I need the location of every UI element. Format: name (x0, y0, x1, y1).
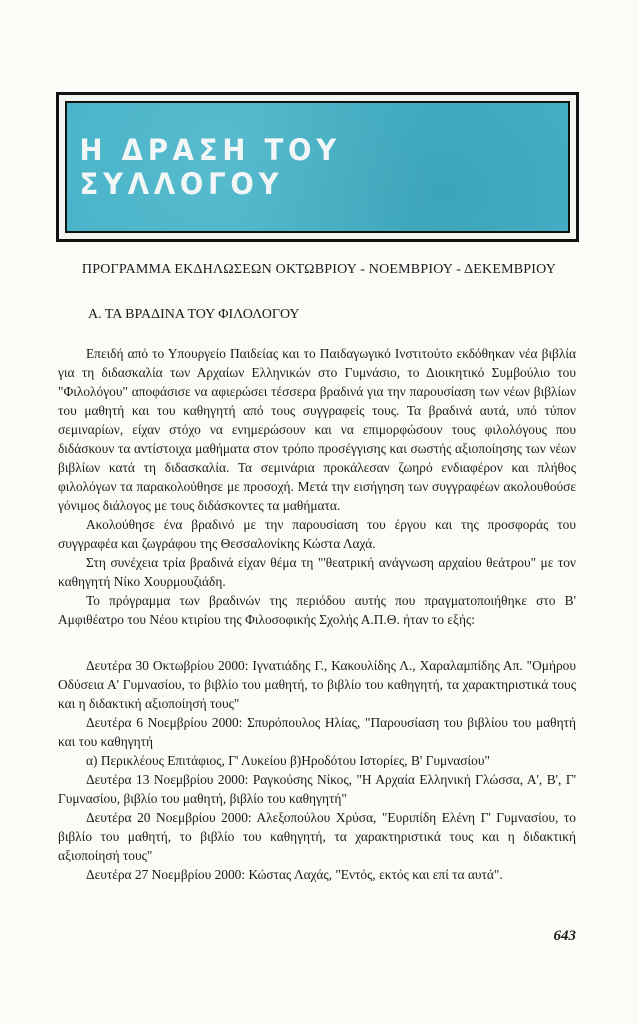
page-number: 643 (553, 928, 576, 944)
banner-panel (65, 101, 570, 233)
schedule-item: Δευτέρα 27 Νοεμβρίου 2000: Κώστας Λαχάς, "Εντός, εκτός και επί τα αυτά". (86, 867, 503, 882)
schedule-item: Δευτέρα 30 Οκτωβρίου 2000: Ιγνατιάδης Γ., Κακουλίδης Λ., Χαραλαμπίδης Απ. "Ομήρου Οδύσεια Α' Γυμνασίου, το βιβλίο του μαθητή, το βιβλίο του καθηγητή, τα χαρακτηριστικά τους και η διδακτική αξιοποίησή τους" (58, 658, 576, 711)
schedule-list (58, 656, 576, 884)
body-text (58, 344, 576, 629)
schedule-item: Δευτέρα 13 Νοεμβρίου 2000: Ραγκούσης Νίκος, "Η Αρχαία Ελληνική Γλώσσα, Α', Β', Γ' Γυμνασίου, βιβλίο του μαθητή, βιβλίο του καθηγητή" (58, 772, 576, 806)
paragraph: Το πρόγραμμα των βραδινών της περιόδου αυτής που πραγματοποιήθηκε στο Β' Αμφιθέατρο του Νέου κτιρίου της Φιλοσοφικής Σχολής Α.Π.Θ. ήταν το εξής: (58, 593, 576, 627)
program-title: ΠΡΟΓΡΑΜΜΑ ΕΚΔΗΛΩΣΕΩΝ ΟΚΤΩΒΡΙΟΥ - ΝΟΕΜΒΡΙΟΥ - ΔΕΚΕΜΒΡΙΟΥ (81, 262, 557, 277)
section-heading: Α. ΤΑ ΒΡΑΔΙΝΑ ΤΟΥ ΦΙΛΟΛΟΓΟΥ (88, 307, 300, 322)
paragraph: Επειδή από το Υπουργείο Παιδείας και το Παιδαγωγικό Ινστιτούτο εκδόθηκαν νέα βιβλία για τη διδασκαλία των Αρχαίων Ελληνικών στο Γυμνάσιο, το Διοικητικό Συμβούλιο του "Φιλολόγου" αποφάσισε να αφιερώσει τέσσερα βραδινά για την παρουσίαση των νέων βιβλίων του μαθητή και του καθηγητή από τους συγγραφείς τους. Τα βραδινά αυτά, υπό τύπον σεμιναρίων, είχαν στόχο να ενημερώσουν και να επιμορφώσουν τους φιλολόγους που διδάσκουν τα αντίστοιχα μαθήματα στον τρόπο προσέγγισης και σωστής αξιοποίησης των νέων βιβλίων κατά τη διδασκαλία. Τα σεμινάρια προκάλεσαν ζωηρό ενδιαφέρον και πλήθος φιλολόγων τα παρακολούθησε με προσοχή. Μετά την εισήγηση των συγγραφέων ακολουθούσε γόνιμος διάλογος με τους διδάσκοντες τα μαθήματα. (58, 346, 576, 513)
paragraph: Στη συνέχεια τρία βραδινά είχαν θέμα τη "'θεατρική ανάγνωση αρχαίου θεάτρου" με τον καθηγητή Νίκο Χουρμουζιάδη. (58, 555, 576, 589)
schedule-item: α) Περικλέους Επιτάφιος, Γ' Λυκείου β)Ηροδότου Ιστορίες, Β' Γυμνασίου" (86, 753, 490, 768)
banner-title: Η ΔΡΑΣΗ ΤΟΥ ΣΥΛΛΟΓΟΥ (79, 133, 341, 201)
paragraph: Ακολούθησε ένα βραδινό με την παρουσίαση του έργου και της προσφοράς του συγγραφέα και ζωγράφου της Θεσσαλονίκης Κώστα Λαχά. (58, 517, 576, 551)
schedule-item: Δευτέρα 6 Νοεμβρίου 2000: Σπυρόπουλος Ηλίας, "Παρουσίαση του βιβλίου του μαθητή και του καθηγητή (58, 715, 576, 749)
section-banner (56, 92, 579, 242)
schedule-item: Δευτέρα 20 Νοεμβρίου 2000: Αλεξοπούλου Χρύσα, "Ευριπίδη Ελένη Γ' Γυμνασίου, το βιβλίο του μαθητή, το βιβλίο του καθηγητή, τα χαρακτηριστικά τους και η διδακτική αξιοποίησή τους" (58, 810, 576, 863)
